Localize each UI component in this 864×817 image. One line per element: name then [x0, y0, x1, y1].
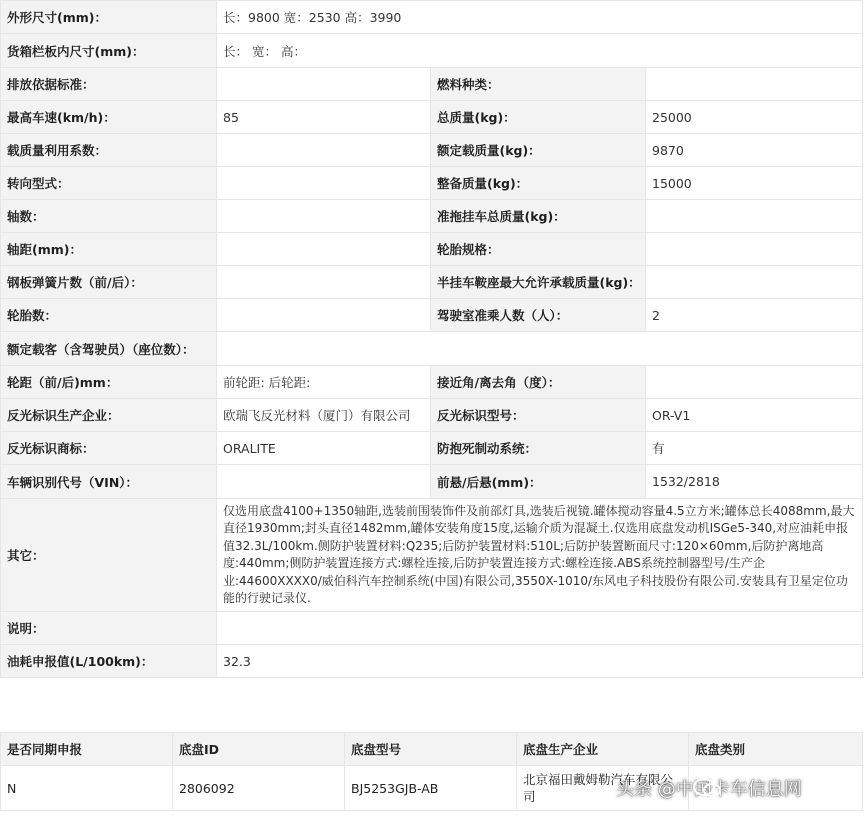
value-wheelbase [217, 233, 431, 266]
row-wheelbase [1, 233, 863, 266]
value-vin [217, 465, 431, 499]
value-curb-mass: 15000 [646, 167, 863, 200]
label-wheelbase: 轴距(mm)： [1, 233, 217, 266]
row-cargo-box [1, 34, 863, 68]
header-chassis-category: 底盘类别 [689, 733, 863, 766]
label-cargo-box: 货箱栏板内尺寸(mm)： [1, 34, 217, 68]
value-leaf-springs [217, 266, 431, 299]
chassis-header-row [1, 733, 863, 766]
label-approach-angle: 接近角/离去角（度）： [431, 366, 646, 399]
watermark [616, 772, 864, 804]
value-tire-count [217, 299, 431, 332]
label-notes: 说明： [1, 612, 217, 645]
value-steering [217, 167, 431, 200]
header-chassis-maker: 底盘生产企业 [517, 733, 689, 766]
value-track: 前轮距: 后轮距: [217, 366, 431, 399]
row-max-speed [1, 101, 863, 134]
cell-chassis-id: 2806092 [173, 766, 345, 811]
label-reflector-maker: 反光标识生产企业： [1, 399, 217, 432]
label-reflector-brand: 反光标识商标： [1, 432, 217, 465]
row-dimensions [1, 1, 863, 34]
row-rated-passengers [1, 332, 863, 366]
row-notes [1, 612, 863, 645]
value-dimensions: 长：9800 宽：2530 高：3990 [217, 1, 863, 34]
value-load-factor [217, 134, 431, 167]
row-reflector-brand [1, 432, 863, 465]
value-notes [217, 612, 863, 645]
label-load-factor: 载质量利用系数： [1, 134, 217, 167]
label-leaf-springs: 钢板弹簧片数（前/后）： [1, 266, 217, 299]
value-emission-standard [217, 68, 431, 101]
row-emission [1, 68, 863, 101]
label-cab-seats: 驾驶室准乘人数（人）： [431, 299, 646, 332]
row-other [1, 499, 863, 612]
header-same-period: 是否同期申报 [1, 733, 173, 766]
label-reflector-model: 反光标识型号： [431, 399, 646, 432]
label-rated-passengers: 额定载客（含驾驶员）（座位数）： [1, 332, 217, 366]
label-steering: 转向型式： [1, 167, 217, 200]
value-reflector-maker: 欧瑞飞反光材料（厦门）有限公司 [217, 399, 431, 432]
value-approach-angle [646, 366, 863, 399]
cell-same-period: N [1, 766, 173, 811]
label-max-speed: 最高车速(km/h)： [1, 101, 217, 134]
label-rated-load: 额定载质量(kg)： [431, 134, 646, 167]
row-vin [1, 465, 863, 499]
row-load-factor [1, 134, 863, 167]
value-gross-mass: 25000 [646, 101, 863, 134]
label-track: 轮距（前/后)mm： [1, 366, 217, 399]
value-reflector-brand: ORALITE [217, 432, 431, 465]
value-trailer-mass [646, 200, 863, 233]
value-rated-load: 9870 [646, 134, 863, 167]
label-tire-spec: 轮胎规格： [431, 233, 646, 266]
label-dimensions: 外形尺寸(mm)： [1, 1, 217, 34]
chat-bubble-icon [692, 777, 722, 799]
value-other: 仅选用底盘4100+1350轴距,选装前围装饰件及前部灯具,选装后视镜.罐体搅动容量4.5立方米;罐体总长4088mm,最大直径1930mm;封头直径1482mm,罐体安装角度15度,运输介质为混凝土.仅选用底盘发动机ISGe5-340,对应油耗申报值32.3L/100km.侧防护装置材料:Q235;后防护装置材料:510L;后防护装置断面尺寸:120×60mm,后防护离地高度:440mm;侧防护装置连接方式:螺栓连接,后防护装置连接方式:螺栓连接.ABS系统控制器型号/生产企业:44600XXXX0/威伯科汽车控制系统(中国)有限公司,3550X-1010/东风电子科技股份有限公司.安装具有卫星定位功能的行驶记录仪. [217, 499, 863, 612]
value-axles [217, 200, 431, 233]
value-abs: 有 [646, 432, 863, 465]
label-vin: 车辆识别代号（VIN）： [1, 465, 217, 499]
value-cab-seats: 2 [646, 299, 863, 332]
label-axles: 轴数： [1, 200, 217, 233]
row-track [1, 366, 863, 399]
value-cargo-box: 长： 宽： 高： [217, 34, 863, 68]
label-fuel-type: 燃料种类： [431, 68, 646, 101]
label-tire-count: 轮胎数： [1, 299, 217, 332]
header-chassis-id: 底盘ID [173, 733, 345, 766]
value-saddle-load [646, 266, 863, 299]
label-fuel-consumption: 油耗申报值(L/100km)： [1, 645, 217, 678]
label-abs: 防抱死制动系统： [431, 432, 646, 465]
value-overhang: 1532/2818 [646, 465, 863, 499]
value-max-speed: 85 [217, 101, 431, 134]
row-leaf-springs [1, 266, 863, 299]
label-trailer-mass: 准拖挂车总质量(kg)： [431, 200, 646, 233]
label-gross-mass: 总质量(kg)： [431, 101, 646, 134]
value-fuel-consumption: 32.3 [217, 645, 863, 678]
value-fuel-type [646, 68, 863, 101]
row-fuel-consumption [1, 645, 863, 678]
value-rated-passengers [217, 332, 863, 366]
value-tire-spec [646, 233, 863, 266]
header-chassis-model: 底盘型号 [345, 733, 517, 766]
cell-chassis-model: BJ5253GJB-AB [345, 766, 517, 811]
label-other: 其它： [1, 499, 217, 612]
label-overhang: 前悬/后悬(mm)： [431, 465, 646, 499]
value-reflector-model: OR-V1 [646, 399, 863, 432]
cell-chassis-maker: 北京福田戴姆勒汽车有限公司 [517, 766, 689, 811]
row-tire-count [1, 299, 863, 332]
watermark-text: 头条 @中国卡车信息网 [616, 779, 802, 800]
row-axles [1, 200, 863, 233]
label-emission-standard: 排放依据标准： [1, 68, 217, 101]
label-curb-mass: 整备质量(kg)： [431, 167, 646, 200]
row-steering [1, 167, 863, 200]
label-saddle-load: 半挂车鞍座最大允许承载质量(kg)： [431, 266, 646, 299]
row-reflector-maker [1, 399, 863, 432]
